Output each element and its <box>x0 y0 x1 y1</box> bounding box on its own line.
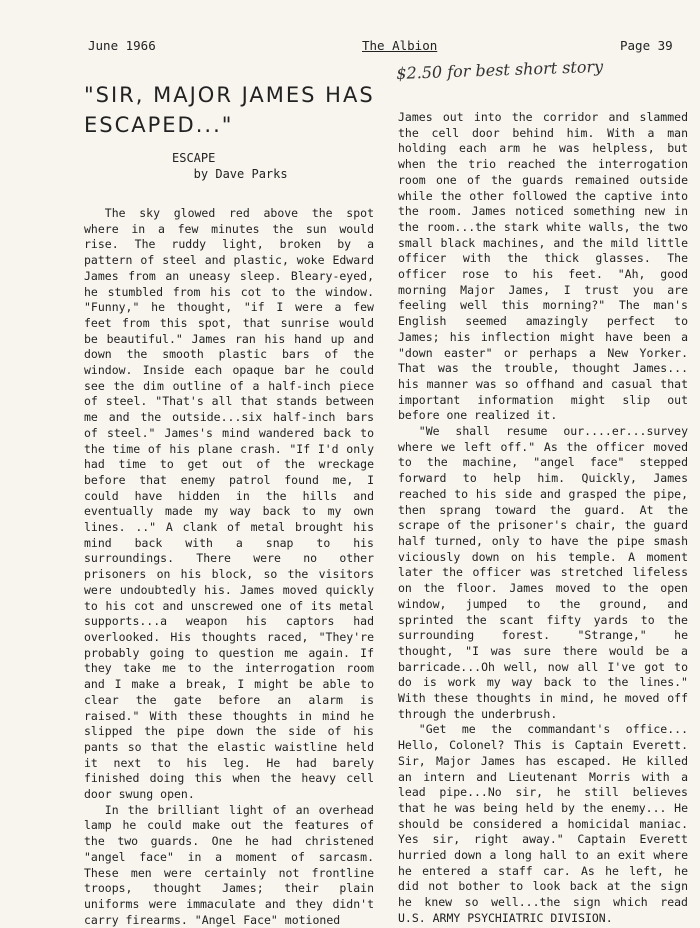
story-title: ESCAPE <box>172 151 216 165</box>
paragraph: In the brilliant light of an overhead lamp he could make out the features of the two guards. One he had christened "angel face" in a moment of sarcasm. These men were certainly not frontline troops, thought James; their plain uniforms were immaculate and they didn't carry firearms. "Angel Face" motioned <box>84 802 374 927</box>
story-headline <box>84 80 384 140</box>
paragraph: James out into the corridor and slammed the cell door behind him. With a man holding each arm he was helpless, but when the trio reached the interrogation room one of the guards remained outside while the other followed the captive into the room. James noticed something new in the room...the stark white walls, the two small black machines, and the mild little officer with the thick glasses. The officer rose to his feet. "Ah, good morning Major James, I trust you are feeling well this morning?" The man's English seemed amazingly perfect to James; his inflection might have been a "down easter" or perhaps a New Yorker. That was the trouble, thought James... his manner was so offhand and casual that important information might slip out before one realized it. <box>398 110 688 423</box>
paragraph: "We shall resume our....er...survey where we left off." As the officer moved to the machine, "angel face" stepped forward to help him. Quickly, James reached to his side and grasped the pipe, then sprang toward the guard. At the scrape of the prisoner's chair, the guard half turned, only to have the pipe smash viciously down on his temple. A moment later the officer was stretched lifeless on the floor. James moved to the open window, jumped to the ground, and sprinted the scant fifty yards to the surrounding forest. "Strange," he thought, "I was sure there would be a barricade...Oh well, now all I've got to do is work my way back to the lines." With these thoughts in mind, he moved off through the underbrush. <box>398 424 688 721</box>
headline-line-2: ESCAPED..." <box>84 113 234 137</box>
right-column <box>398 110 688 925</box>
byline <box>172 150 288 182</box>
story-author: by Dave Parks <box>193 167 288 181</box>
handwritten-prize-note: $2.50 for best short story <box>396 56 604 83</box>
header-page-number: Page 39 <box>620 38 673 53</box>
headline-line-1: "SIR, MAJOR JAMES HAS <box>84 83 375 107</box>
paragraph: The sky glowed red above the spot where in a few minutes the sun would rise. The ruddy light, broken by a pattern of steel and plastic, woke Edward James from an uneasy sleep. Bleary-eyed, he stumbled from his cot to the window. "Funny," he thought, "if I were a few feet from this spot, that sunrise would be beautiful." James ran his hand up and down the smooth plastic bars of the window. Inside each opaque bar he could see the dim outline of a half-inch piece of steel. "That's all that stands between me and the outside...six half-inch bars of steel." James's mind wandered back to the time of his plane crash. "If I'd only had time to get out of the wreckage before that enemy patrol found me, I could have hidden in the hills and eventually made my way back to my own lines. .." A clank of metal brought his mind back with a snap to his surroundings. There were no other prisoners on his block, so the visitors were undoubtedly his. James moved quickly to his cot and unscrewed one of its metal supports...a weapon his captors had overlooked. His thoughts raced, "They're probably going to question me again. If they take me to the interrogation room and I make a break, I might be able to clear the gate before an alarm is raised." With these thoughts in mind he slipped the pipe down the side of his pants so that the elastic waistline held it next to his leg. He had barely finished doing this when the heavy cell door swung open. <box>84 206 374 802</box>
paragraph: "Get me the commandant's office... Hello, Colonel? This is Captain Everett. Sir, Major James has escaped. He killed an intern and Lieutenant Morris with a lead pipe...No sir, he still believes that he was being held by the enemy... He should be considered a homicidal maniac. Yes sir, right away." Captain Everett hurried down a long hall to an exit where he entered a staff car. As he left, he did not bother to look back at the sign he knew so well...the sign which read U.S. ARMY PSYCHIATRIC DIVISION. <box>398 722 688 925</box>
header-magazine-title: The Albion <box>362 38 438 53</box>
left-column <box>84 206 374 927</box>
header-date: June 1966 <box>88 38 156 53</box>
